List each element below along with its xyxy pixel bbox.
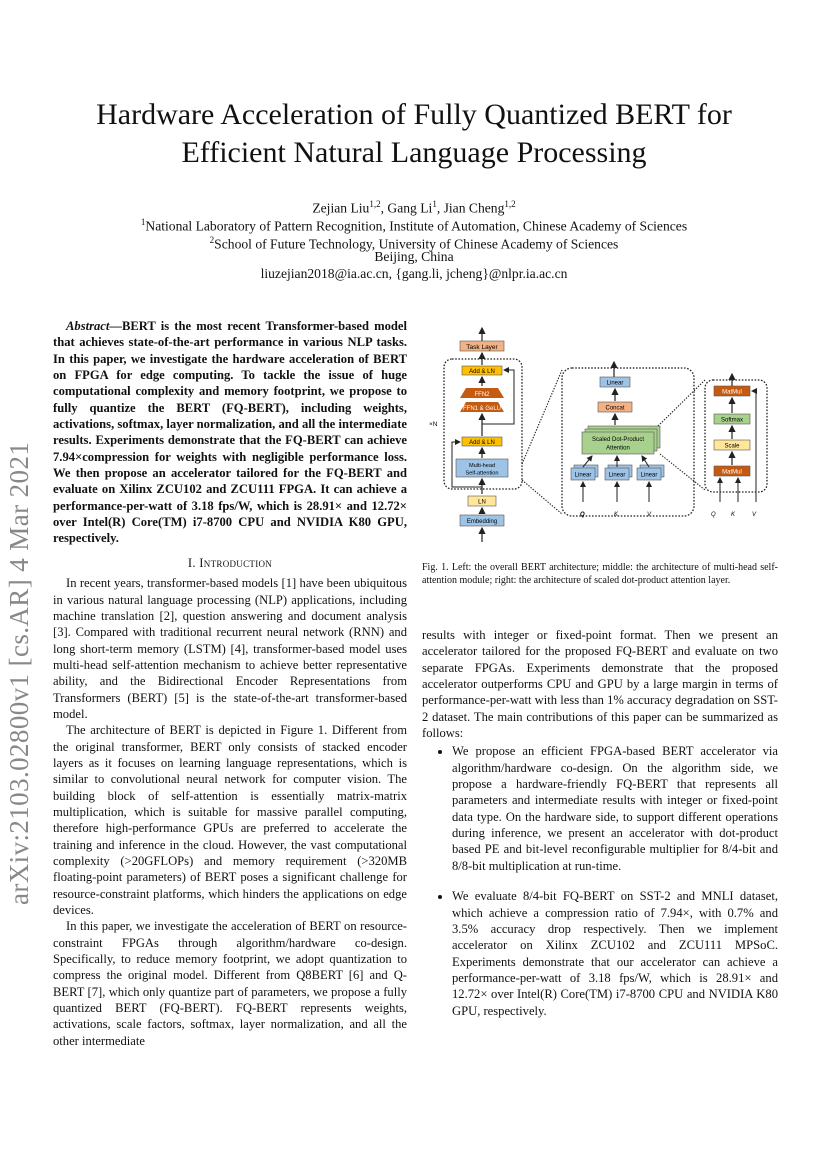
matmul-bottom-label: MatMul [722, 469, 742, 476]
sdpa-k-label: K [731, 512, 736, 518]
add-ln-top-label: Add & LN [469, 368, 495, 375]
intro-paragraph-3: In this paper, we investigate the acceleration of BERT on resource-constraint FPGAs through algorithm/hardware co-design. Specifically, to reduce memory footprint, we adopt quantization to compress the original model. Different from Q8BERT [6] and Q-BERT [7], which only quantize part of parameters, we propose a fully quantized BERT (FQ-BERT). FQ-BERT represents weights, activations, scale factors, softmax, layer normalization, and all the other intermediate [53, 919, 407, 1048]
paper-title [40, 96, 788, 172]
sdpa-q-label: Q [711, 512, 716, 518]
contribution-item-2: • We evaluate 8/4-bit FQ-BERT on SST-2 and MNLI dataset, which achieve a compression ratio of 7.94×, with 0.7% and 3.5% accuracy drop respectively. Then we implement accelerator on Xilinx ZCU102 and ZCU111 MPSoC. Experiments demonstrate that our accelerator can achieve a performance-per-watt of 3.18 fps/W, which is 28.91× and 12.72× over Intel(R) Core(TM) i7-8700 CPU and NVIDIA K80 GPU, respectively. [452, 888, 778, 1019]
mha-v-label: V [647, 512, 652, 518]
right-paragraph: results with integer or fixed-point format. Then we present an accelerator tailored for the proposed FQ-BERT and evaluate on two separate FPGAs. Experiments demonstrate that the proposed accelerator outperforms CPU and GPU by a large margin in terms of performance-per-watt with less than 1% accuracy degradation on SST-2 dataset. The main contributions of this paper can be summarized as follows: [422, 628, 778, 741]
left-column [53, 318, 407, 1049]
sdpa-v-label: V [752, 512, 757, 518]
affiliation-1: $^1$National Laboratory of Pattern Recognition, Institute of Automation, Chinese Academy of Sciences [140, 217, 688, 234]
softmax-label: Softmax [720, 417, 744, 424]
affiliation-2: $^2$School of Future Technology, University of Chinese Academy of Sciences [209, 235, 619, 252]
embedding-label: Embedding [466, 518, 498, 525]
arxiv-identifier: arXiv:2103.02800v1 [cs.AR] 4 Mar 2021 [4, 441, 34, 905]
abstract-text: —BERT is the most recent Transformer-based model that achieves state-of-the-art performance in various NLP tasks. In this paper, we investigate the hardware acceleration of BERT on FPGA for edge computing. To tackle the issue of huge computational complexity and memory footprint, we propose to fully quantize the BERT (FQ-BERT), including weights, activations, softmax, layer normalization, and all the intermediate results. Experiments demonstrate that the FQ-BERT can achieve 7.94×compression for weights with negligible performance loss. We then propose an accelerator tailored for the FQ-BERT and evaluate on Xilinx ZCU102 and ZCU111 FPGA. It can achieve a performance-per-watt of 3.18 fps/W, which is 28.91× and 12.72× over Intel(R) Core(TM) i7-8700 CPU and NVIDIA K80 GPU, respectively. [53, 319, 407, 546]
figure-bert-architecture [422, 322, 782, 552]
linear-q-label: Linear [574, 472, 592, 479]
title-line-2: Efficient Natural Language Processing [181, 136, 647, 169]
ln-label: LN [478, 499, 486, 506]
multi-head-attention-module [562, 362, 694, 518]
task-layer-label: Task Layer [466, 343, 498, 351]
matmul-top-label: MatMul [722, 389, 742, 396]
sdpa-label-line1: Scaled Dot-Product [591, 437, 645, 443]
author-names: Zejian Liu$^{1,2}$, Gang Li$^1$, Jian Cheng$^{1,2}$ [312, 199, 516, 216]
contribution-item-1: • We propose an efficient FPGA-based BERT accelerator via algorithm/hardware co-design. On the algorithm side, we propose a hardware-friendly FQ-BERT that represents all parameters and intermediate results with integer or fixed-point data type. On the hardware side, to support different operations during inference, we present an accelerator with dot-product based PE and bit-level reconfigurable multiplier for 8/4-bit and 8/8-bit multiplication at run-time. [452, 743, 778, 874]
author-emails: liuzejian2018@ia.ac.cn, {gang.li, jcheng}@nlpr.ia.ac.cn [260, 266, 568, 281]
mha-label-line1: Multi-head [468, 463, 496, 469]
abstract-lead: Abstract [66, 319, 110, 333]
section-heading-introduction: I. Introduction [187, 555, 273, 570]
add-ln-bottom-label: Add & LN [469, 439, 495, 446]
linear-k-label: Linear [608, 472, 626, 479]
scaled-dot-product-attention [705, 374, 767, 518]
repeat-label: ×N [429, 421, 438, 428]
intro-paragraph-2: The architecture of BERT is depicted in Figure 1. Different from the original transformer, BERT only consists of stacked encoder layers as it focuses on learning language representations, which is similar to convolutional neural network for computer vision. The building block of self-attention is essentially matrix-matrix multiplication, which is suitable for massive parallel computing, therefore high-performance GPUs are preferred to accelerate the training and inference in the cloud. However, the vast computational complexity (>20GFLOPs) and memory requirement (>320MB floating-point parameters) of BERT poses a significant challenge for resource-constraint platforms, which hinders the applications on edge devices. [53, 723, 407, 918]
architecture-diagram [422, 322, 782, 552]
mha-q-label: Q [580, 512, 585, 518]
affiliation-location: Beijing, China [374, 249, 454, 264]
mha-label-line2: Self-attention [465, 470, 499, 477]
right-column [422, 627, 778, 1033]
scale-label: Scale [724, 443, 740, 450]
concat-label: Concat [605, 405, 625, 412]
intro-paragraph-1: In recent years, transformer-based models [1] have been ubiquitous in various natural language processing (NLP) applications, including machine translation [2], question answering and document analysis [3]. Compared with traditional recurrent neural network (RNN) and long short-term memory (LSTM) [4], transformer-based model uses multi-head self-attention mechanism to achieve better representative ability, and the Bidirectional Encoder Representations from Transformers (BERT) [5] is the state-of-the-art transformer-based model. [53, 576, 407, 721]
mha-k-label: K [614, 512, 619, 518]
ffn2-label: FFN2 [474, 392, 490, 398]
figure-caption: Fig. 1. Left: the overall BERT architecture; middle: the architecture of multi-head self-attention module; right: the architecture of scaled dot-product attention layer. [422, 562, 778, 586]
ffn1-label: FFN1 & GeLU [462, 406, 502, 412]
sdpa-label-line2: Attention [606, 445, 630, 452]
bert-overall-architecture [429, 328, 522, 542]
linear-top-label: Linear [606, 380, 624, 387]
title-line-1: Hardware Acceleration of Fully Quantized BERT for [96, 98, 732, 131]
abstract [53, 318, 407, 547]
contributions-list [422, 743, 778, 1019]
linear-v-label: Linear [640, 472, 658, 479]
